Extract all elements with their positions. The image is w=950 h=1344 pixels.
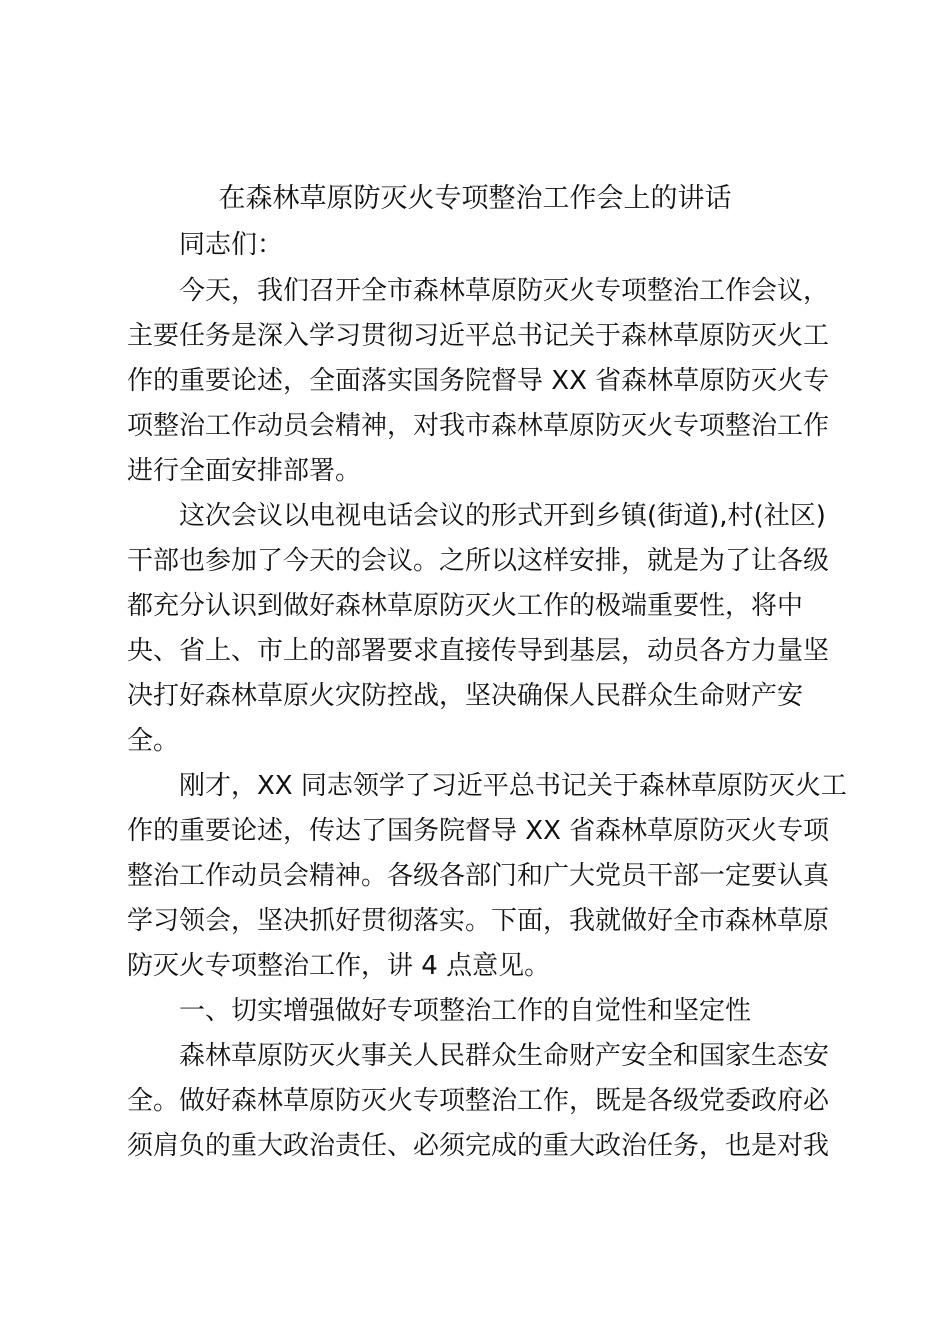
paragraph-1-line-5: 进行全面安排部署。 [127, 456, 362, 486]
paragraph-3-line-1: 刚才，XX 同志领学了习近平总书记关于森林草原防灭火工 [179, 771, 847, 801]
paragraph-2-line-3: 都充分认识到做好森林草原防灭火工作的极端重要性，将中 [127, 591, 804, 621]
paragraph-1-line-1: 今天，我们召开全市森林草原防灭火专项整治工作会议， [179, 276, 830, 306]
paragraph-3-line-3: 整治工作动员会精神。各级各部门和广大党员干部一定要认真 [127, 861, 830, 891]
paragraph-4-line-3: 须肩负的重大政治责任、必须完成的重大政治任务，也是对我 [127, 1131, 830, 1161]
paragraph-1-line-3: 作的重要论述，全面落实国务院督导 XX 省森林草原防灭火专 [127, 366, 830, 396]
paragraph-1-line-2: 主要任务是深入学习贯彻习近平总书记关于森林草原防灭火工 [127, 321, 830, 351]
paragraph-3-line-2: 作的重要论述，传达了国务院督导 XX 省森林草原防灭火专项 [127, 816, 830, 846]
paragraph-3-line-4: 学习领会，坚决抓好贯彻落实。下面，我就做好全市森林草原 [127, 906, 830, 936]
paragraph-4-line-1: 森林草原防灭火事关人民群众生命财产安全和国家生态安 [179, 1041, 830, 1071]
document-title: 在森林草原防灭火专项整治工作会上的讲话 [218, 183, 732, 214]
paragraph-2-line-6: 全。 [127, 726, 180, 756]
section-heading-1: 一、切实增强做好专项整治工作的自觉性和坚定性 [179, 996, 752, 1026]
paragraph-4-line-2: 全。做好森林草原防灭火专项整治工作，既是各级党委政府必 [127, 1086, 830, 1116]
paragraph-2-line-4: 央、省上、市上的部署要求直接传导到基层，动员各方力量坚 [127, 636, 830, 666]
paragraph-2-line-5: 决打好森林草原火灾防控战，坚决确保人民群众生命财产安 [127, 681, 804, 711]
paragraph-2-line-1: 这次会议以电视电话会议的形式开到乡镇(街道),村(社区) [179, 501, 826, 531]
paragraph-1-line-4: 项整治工作动员会精神，对我市森林草原防灭火专项整治工作 [127, 411, 830, 441]
paragraph-3-line-5: 防灭火专项整治工作，讲 4 点意见。 [127, 951, 551, 981]
paragraph-2-line-2: 干部也参加了今天的会议。之所以这样安排，就是为了让各级 [127, 546, 830, 576]
salutation: 同志们： [179, 230, 284, 260]
